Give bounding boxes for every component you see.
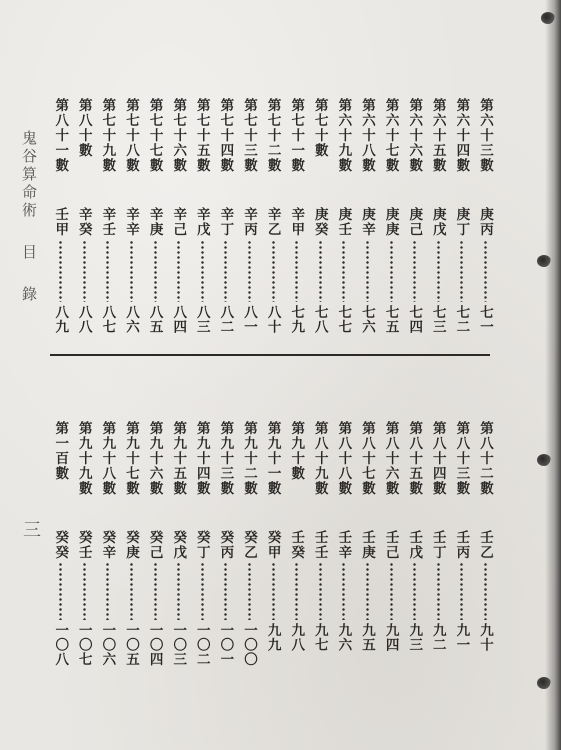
leader-dots [460,562,463,620]
binding-hole [537,454,551,466]
entry-ganzhi: 壬庚 [359,530,375,560]
entry-ganzhi: 庚癸 [311,207,328,237]
entry-number-label: 第七十八數 [123,98,139,173]
book-title: 鬼谷算命術 [20,130,38,220]
entry-number-label: 第八十數 [75,98,92,158]
entry-number-label: 第七十五數 [193,98,210,173]
entry-ganzhi: 辛乙 [264,207,281,237]
entry-number-label: 第八十九數 [311,421,328,496]
entry-ganzhi: 壬戊 [406,530,423,560]
leader-dots [272,240,275,302]
entry-page-number: 七二 [453,305,470,334]
entry-page-number: 八九 [52,305,69,334]
entry-number-label: 第八十一數 [52,98,69,173]
entry-ganzhi: 庚壬 [335,207,352,237]
entry-page-number: 七七 [335,305,352,334]
leader-dots [59,562,62,620]
entry-ganzhi: 癸乙 [241,530,257,560]
entry-number-label: 第八十六數 [382,421,399,496]
entry-page-number: 一〇一 [217,623,234,667]
leader-dots [295,562,298,620]
leader-dots [201,240,204,302]
leader-dots [177,562,180,620]
leader-dots [437,240,440,302]
entry-ganzhi: 辛丙 [241,207,257,237]
entry-page-number: 七一 [477,305,493,334]
section-char-1: 目 [20,244,38,262]
entry-page-number: 七六 [359,305,375,334]
entry-page-number: 八八 [75,305,92,334]
leader-dots [154,240,157,302]
entry-number-label: 第九十五數 [170,421,187,496]
entry-ganzhi: 庚辛 [359,207,375,237]
binding-edge [545,0,561,750]
leader-dots [342,562,345,620]
leader-dots [460,240,463,302]
entry-ganzhi: 癸壬 [75,530,92,560]
entry-ganzhi: 癸庚 [123,530,139,560]
leader-dots [484,562,487,620]
leader-dots [248,240,251,302]
entry-ganzhi: 癸甲 [264,530,281,560]
entry-number-label: 第七十九數 [99,98,116,173]
leader-dots [59,240,62,302]
entry-number-label: 第七十二數 [264,98,281,173]
entry-page-number: 七三 [429,305,446,334]
entry-number-label: 第八十八數 [335,421,352,496]
entry-page-number: 一〇五 [123,623,139,667]
entry-number-label: 第九十九數 [75,421,92,496]
entry-ganzhi: 辛壬 [99,207,116,237]
entry-page-number: 一〇四 [146,623,163,667]
leader-dots [154,562,157,620]
leader-dots [106,562,109,620]
entry-ganzhi: 壬壬 [311,530,328,560]
entry-page-number: 九五 [359,623,375,652]
entry-page-number: 九九 [264,623,281,652]
entry-ganzhi: 辛甲 [288,207,305,237]
entry-ganzhi: 癸辛 [99,530,116,560]
entry-number-label: 第九十二數 [241,421,257,496]
leader-dots [319,240,322,302]
entry-ganzhi: 辛戊 [193,207,210,237]
entry-number-label: 第六十八數 [359,98,375,173]
entry-ganzhi: 庚戊 [429,207,446,237]
entry-number-label: 第八十三數 [453,421,470,496]
entry-number-label: 第九十四數 [193,421,210,496]
entry-ganzhi: 壬乙 [477,530,493,560]
entry-ganzhi: 壬甲 [52,207,69,237]
entry-number-label: 第六十九數 [335,98,352,173]
entry-ganzhi: 癸丁 [193,530,210,560]
entry-page-number: 八十 [264,305,281,334]
entry-number-label: 第七十四數 [217,98,234,173]
binding-hole [537,255,551,267]
entry-page-number: 七八 [311,305,328,334]
entry-number-label: 第八十四數 [429,421,446,496]
entry-page-number: 一〇八 [52,623,69,667]
binding-hole [537,677,551,689]
entry-page-number: 九四 [382,623,399,652]
entry-page-number: 八五 [146,305,163,334]
leader-dots [177,240,180,302]
entry-ganzhi: 庚丁 [453,207,470,237]
leader-dots [390,240,393,302]
entry-page-number: 九一 [453,623,470,652]
entry-number-label: 第八十七數 [359,421,375,496]
entry-page-number: 一〇二 [193,623,210,667]
leader-dots [224,562,227,620]
section-char-2: 錄 [20,286,38,304]
entry-ganzhi: 庚庚 [382,207,399,237]
entry-page-number: 九六 [335,623,352,652]
entry-number-label: 第九十七數 [123,421,139,496]
entry-page-number: 七四 [406,305,423,334]
entry-number-label: 第九十八數 [99,421,116,496]
entry-number-label: 第九十一數 [264,421,281,496]
leader-dots [413,562,416,620]
entry-number-label: 第九十三數 [217,421,234,496]
entry-page-number: 九十 [477,623,493,652]
entry-ganzhi: 壬丁 [429,530,446,560]
entry-number-label: 第七十三數 [241,98,257,173]
leader-dots [224,240,227,302]
leader-dots [106,240,109,302]
entry-ganzhi: 癸丙 [217,530,234,560]
entry-page-number: 八六 [123,305,139,334]
entry-number-label: 第七十一數 [288,98,305,173]
entry-page-number: 九七 [311,623,328,652]
entry-ganzhi: 壬丙 [453,530,470,560]
entry-page-number: 一〇六 [99,623,116,667]
running-head [19,130,40,304]
leader-dots [83,240,86,302]
entry-page-number: 九三 [406,623,423,652]
leader-dots [130,240,133,302]
folio-number: 三 [20,520,41,538]
entry-ganzhi: 庚己 [406,207,423,237]
entry-number-label: 第七十六數 [170,98,187,173]
entry-page-number: 九二 [429,623,446,652]
entry-ganzhi: 辛辛 [123,207,139,237]
leader-dots [83,562,86,620]
entry-ganzhi: 壬辛 [335,530,352,560]
binding-hole [541,12,555,24]
entry-number-label: 第九十數 [288,421,305,481]
entry-page-number: 七九 [288,305,305,334]
entry-ganzhi: 癸癸 [52,530,69,560]
entry-number-label: 第八十五數 [406,421,423,496]
entry-ganzhi: 辛癸 [75,207,92,237]
entry-number-label: 第九十六數 [146,421,163,496]
entry-page-number: 七五 [382,305,399,334]
leader-dots [366,562,369,620]
entry-number-label: 第七十七數 [146,98,163,173]
entry-page-number: 八四 [170,305,187,334]
entry-ganzhi: 辛庚 [146,207,163,237]
entry-number-label: 第六十四數 [453,98,470,173]
entry-ganzhi: 壬己 [382,530,399,560]
leader-dots [413,240,416,302]
entry-ganzhi: 辛丁 [217,207,234,237]
entry-page-number: 一〇〇 [241,623,257,667]
leader-dots [390,562,393,620]
entry-ganzhi: 庚丙 [477,207,493,237]
entry-ganzhi: 癸戊 [170,530,187,560]
entry-number-label: 第六十三數 [477,98,493,173]
section-divider [50,354,490,356]
entry-number-label: 第七十數 [311,98,328,158]
entry-page-number: 九八 [288,623,305,652]
leader-dots [366,240,369,302]
leader-dots [342,240,345,302]
entry-page-number: 八三 [193,305,210,334]
entry-ganzhi: 辛己 [170,207,187,237]
entry-number-label: 第六十七數 [382,98,399,173]
entry-number-label: 第一百數 [52,421,69,481]
leader-dots [484,240,487,302]
entry-number-label: 第六十六數 [406,98,423,173]
entry-page-number: 八七 [99,305,116,334]
entry-page-number: 八一 [241,305,257,334]
entry-page-number: 一〇七 [75,623,92,667]
leader-dots [272,562,275,620]
leader-dots [248,562,251,620]
entry-ganzhi: 壬癸 [288,530,305,560]
entry-page-number: 八二 [217,305,234,334]
leader-dots [319,562,322,620]
leader-dots [130,562,133,620]
entry-number-label: 第六十五數 [429,98,446,173]
leader-dots [201,562,204,620]
leader-dots [437,562,440,620]
leader-dots [295,240,298,302]
entry-page-number: 一〇三 [170,623,187,667]
entry-number-label: 第八十二數 [477,421,493,496]
entry-ganzhi: 癸己 [146,530,163,560]
